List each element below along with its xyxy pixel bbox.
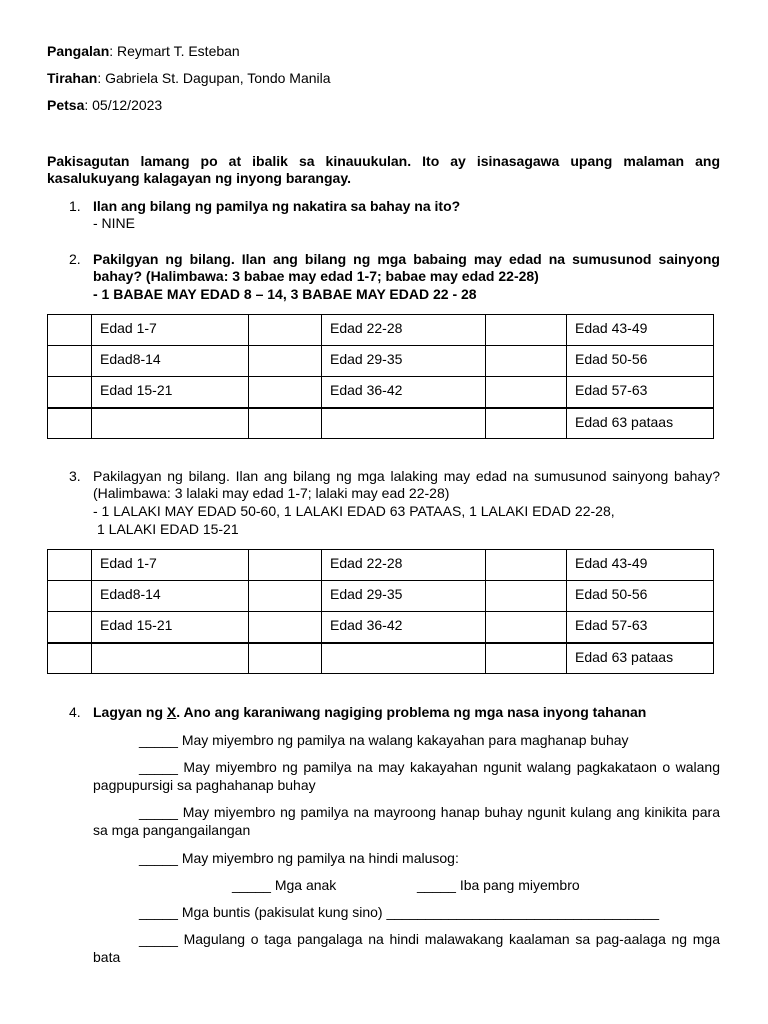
count-cell[interactable] — [48, 550, 92, 581]
age-range-label: Edad 36-42 — [322, 377, 486, 408]
age-range-label: Edad 22-28 — [322, 550, 486, 581]
q4-option-1[interactable]: _____ May miyembro ng pamilya na walang kakayahan para maghanap buhay — [139, 732, 629, 748]
age-range-label: Edad 43-49 — [567, 550, 714, 581]
age-range-label — [322, 643, 486, 674]
age-range-label: Edad 29-35 — [322, 346, 486, 377]
q1-number: 1. — [69, 198, 81, 214]
q4-option-3[interactable]: _____ May miyembro ng pamilya na mayroong hanap buhay ngunit kulang ang kinikita para sa mga pangangailangan — [93, 804, 720, 838]
count-cell[interactable] — [486, 612, 567, 643]
q4-option-6[interactable]: _____ Magulang o taga pangalaga na hindi malawakang kaalaman sa pag-aalaga ng mga bata — [93, 931, 720, 965]
age-range-label: Edad 57-63 — [567, 377, 714, 408]
age-range-label: Edad 63 pataas — [567, 408, 714, 439]
date-label: Petsa — [47, 97, 85, 113]
count-cell[interactable] — [249, 408, 322, 439]
female-age-table — [47, 314, 714, 439]
date-field — [47, 97, 162, 114]
count-cell[interactable] — [249, 377, 322, 408]
count-cell[interactable] — [486, 377, 567, 408]
count-cell[interactable] — [486, 408, 567, 439]
age-range-label: Edad 50-56 — [567, 346, 714, 377]
age-range-label: Edad 1-7 — [92, 315, 249, 346]
count-cell[interactable] — [48, 346, 92, 377]
age-range-label: Edad 15-21 — [92, 612, 249, 643]
q3-answer-line1: - 1 LALAKI MAY EDAD 50-60, 1 LALAKI EDAD 63 PATAAS, 1 LALAKI EDAD 22-28, — [93, 503, 615, 519]
q3-number: 3. — [69, 468, 81, 484]
count-cell[interactable] — [48, 581, 92, 612]
q4-number: 4. — [69, 704, 81, 720]
age-range-label: Edad8-14 — [92, 581, 249, 612]
table-row — [48, 612, 714, 643]
intro-text: Pakisagutan lamang po at ibalik sa kinauukulan. Ito ay isinasagawa upang malaman ang kasalukuyang kalagayan ng inyong barangay. — [47, 153, 720, 186]
age-range-label — [92, 408, 249, 439]
count-cell[interactable] — [48, 408, 92, 439]
count-cell[interactable] — [249, 346, 322, 377]
q3-answer-line2: 1 LALAKI EDAD 15-21 — [97, 521, 239, 537]
count-cell[interactable] — [486, 315, 567, 346]
q2-answer: - 1 BABAE MAY EDAD 8 – 14, 3 BABAE MAY EDAD 22 - 28 — [93, 286, 477, 302]
age-range-label: Edad8-14 — [92, 346, 249, 377]
count-cell[interactable] — [249, 581, 322, 612]
name-field — [47, 43, 240, 60]
age-range-label: Edad 50-56 — [567, 581, 714, 612]
age-range-label: Edad 15-21 — [92, 377, 249, 408]
count-cell[interactable] — [48, 643, 92, 674]
age-range-label: Edad 1-7 — [92, 550, 249, 581]
age-range-label: Edad 57-63 — [567, 612, 714, 643]
count-cell[interactable] — [249, 643, 322, 674]
address-value: : Gabriela St. Dagupan, Tondo Manila — [97, 70, 331, 86]
count-cell[interactable] — [48, 315, 92, 346]
q1-question: Ilan ang bilang ng pamilya ng nakatira sa bahay na ito? — [93, 198, 461, 214]
q4-question-prefix: Lagyan ng — [93, 704, 167, 720]
age-range-label: Edad 63 pataas — [567, 643, 714, 674]
q3-question: Pakilagyan ng bilang. Ilan ang bilang ng mga lalaking may edad na sumusunod sainyong bahay? (Halimbawa: 3 lalaki may edad 1-7; lalaki may ead 22-28) — [93, 468, 720, 501]
name-label: Pangalan — [47, 43, 110, 59]
q4-question-mark: X — [166, 704, 177, 720]
count-cell[interactable] — [249, 550, 322, 581]
table-row — [48, 408, 714, 439]
table-row — [48, 643, 714, 674]
q4-sub-option-children[interactable]: _____ Mga anak — [232, 877, 337, 893]
male-age-table — [47, 549, 714, 674]
address-field — [47, 70, 331, 87]
age-range-label: Edad 43-49 — [567, 315, 714, 346]
table-row — [48, 550, 714, 581]
q4-question-suffix: . Ano ang karaniwang nagiging problema ng mga nasa inyong tahanan — [176, 704, 647, 720]
count-cell[interactable] — [48, 377, 92, 408]
date-value: : 05/12/2023 — [84, 97, 163, 113]
age-range-label — [92, 643, 249, 674]
age-range-label: Edad 36-42 — [322, 612, 486, 643]
count-cell[interactable] — [249, 315, 322, 346]
age-range-label: Edad 22-28 — [322, 315, 486, 346]
q2-number: 2. — [69, 251, 81, 267]
address-label: Tirahan — [47, 70, 98, 86]
table-row — [48, 315, 714, 346]
count-cell[interactable] — [48, 612, 92, 643]
count-cell[interactable] — [486, 346, 567, 377]
age-range-label — [322, 408, 486, 439]
table-row — [48, 377, 714, 408]
count-cell[interactable] — [486, 643, 567, 674]
q4-option-5[interactable]: _____ Mga buntis (pakisulat kung sino) ___________________________________ — [139, 904, 659, 920]
q4-question — [93, 704, 646, 721]
q4-option-4[interactable]: _____ May miyembro ng pamilya na hindi malusog: — [139, 850, 459, 866]
count-cell[interactable] — [486, 550, 567, 581]
count-cell[interactable] — [249, 612, 322, 643]
table-row — [48, 581, 714, 612]
name-value: : Reymart T. Esteban — [109, 43, 240, 59]
q1-answer: - NINE — [93, 215, 135, 231]
q4-option-2[interactable]: _____ May miyembro ng pamilya na may kakayahan ngunit walang pagkakataon o walang pagpupursigi sa paghahanap buhay — [93, 759, 720, 793]
q4-sub-option-other-members[interactable]: _____ Iba pang miyembro — [417, 877, 580, 893]
age-range-label: Edad 29-35 — [322, 581, 486, 612]
table-row — [48, 346, 714, 377]
count-cell[interactable] — [486, 581, 567, 612]
q2-question: Pakilgyan ng bilang. Ilan ang bilang ng mga babaing may edad na sumusunod sainyong bahay? (Halimbawa: 3 babae may edad 1-7; babae may edad 22-28) — [93, 251, 720, 284]
